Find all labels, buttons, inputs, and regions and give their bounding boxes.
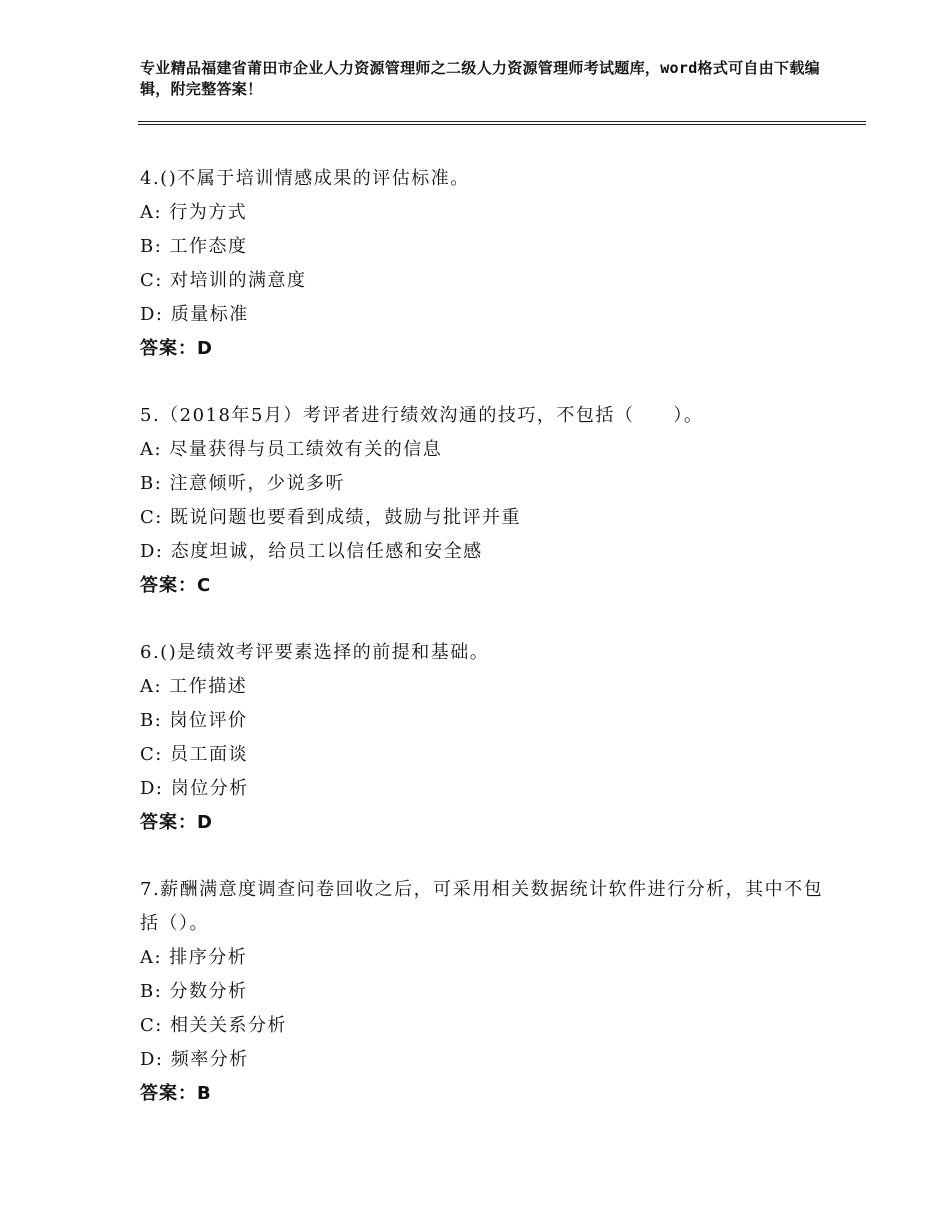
- option-a: A: 排序分析: [140, 947, 248, 968]
- option-c: C: 员工面谈: [140, 744, 249, 765]
- question-stem: 4.()不属于培训情感成果的评估标准。: [140, 168, 470, 189]
- header-divider-top: [138, 121, 866, 122]
- answer: 答案：D: [140, 338, 213, 359]
- question-item: [140, 399, 830, 603]
- answer: 答案：B: [140, 1083, 212, 1104]
- option-b: B: 岗位评价: [140, 710, 248, 731]
- option-d: D: 岗位分析: [140, 778, 249, 799]
- option-b: B: 工作态度: [140, 236, 248, 257]
- option-b: B: 分数分析: [140, 981, 248, 1002]
- option-b: B: 注意倾听，少说多听: [140, 473, 346, 494]
- header-divider-bottom: [138, 124, 866, 125]
- document-header: 专业精品福建省莆田市企业人力资源管理师之二级人力资源管理师考试题库，word格式可自由下载编辑，附完整答案！: [140, 59, 820, 98]
- question-stem: 7.薪酬满意度调查问卷回收之后，可采用相关数据统计软件进行分析，其中不包括（）。: [140, 879, 824, 934]
- option-d: D: 质量标准: [140, 304, 249, 325]
- answer: 答案：C: [140, 575, 212, 596]
- question-item: [140, 873, 830, 1111]
- option-c: C: 相关关系分析: [140, 1015, 288, 1036]
- option-a: A: 行为方式: [140, 202, 248, 223]
- option-d: D: 频率分析: [140, 1049, 249, 1070]
- option-a: A: 尽量获得与员工绩效有关的信息: [140, 439, 443, 460]
- option-c: C: 对培训的满意度: [140, 270, 307, 291]
- question-stem: 5.（2018年5月）考评者进行绩效沟通的技巧，不包括（ ）。: [140, 405, 704, 426]
- answer: 答案：D: [140, 812, 213, 833]
- question-item: [140, 636, 830, 840]
- option-d: D: 态度坦诚，给员工以信任感和安全感: [140, 541, 483, 562]
- option-c: C: 既说问题也要看到成绩，鼓励与批评并重: [140, 507, 522, 528]
- option-a: A: 工作描述: [140, 676, 248, 697]
- question-list: [140, 162, 830, 1144]
- question-item: [140, 162, 830, 366]
- question-stem: 6.()是绩效考评要素选择的前提和基础。: [140, 642, 490, 663]
